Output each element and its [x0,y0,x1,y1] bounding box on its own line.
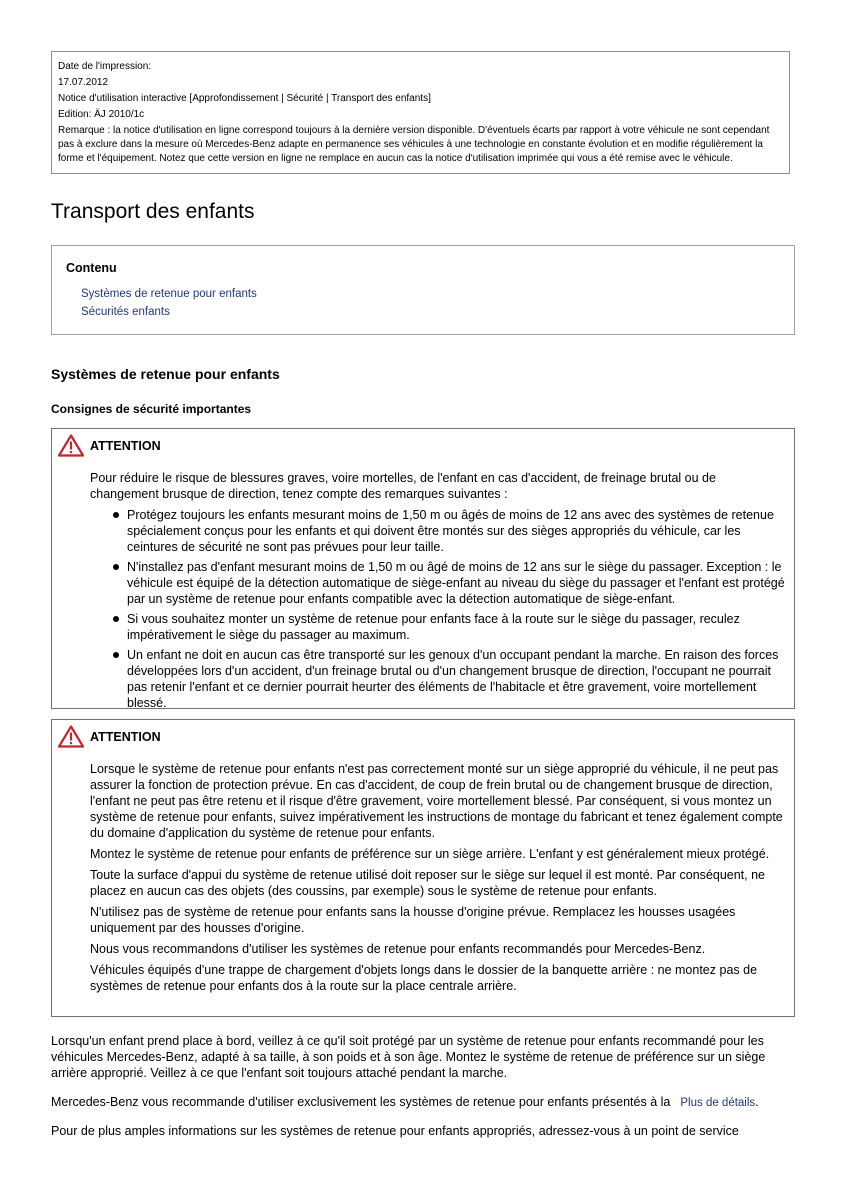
warning-heading: ATTENTION [90,730,161,744]
warning-box-1 [51,428,795,709]
warning-bullet-list [90,507,788,711]
remark: Remarque : la notice d'utilisation en ligne correspond toujours à la dernière version disponible. D'éventuels écarts par rapport à votre véhicule ne sont cependant pas à exclure dans la mesure où Mercedes-Benz adapte en permanence ses véhicules à une technologie en constante évolution et en modifie régulièrement la forme et l'équipement. Notez que cette version en ligne ne remplace en aucun cas la notice d'utilisation imprimée qui vous a été remise avec le véhicule. [58,125,770,164]
warning-paragraph: Montez le système de retenue pour enfants de préférence sur un siège arrière. L'enfant y est généralement mieux protégé. [90,847,770,861]
print-date-label: Date de l'impression: [58,61,152,72]
warning-paragraph: Nous vous recommandons d'utiliser les systèmes de retenue pour enfants recommandés pour Mercedes-Benz. [90,942,706,956]
body-paragraph: Pour de plus amples informations sur les systèmes de retenue pour enfants appropriés, adressez-vous à un point de service [51,1124,739,1138]
list-item: Protégez toujours les enfants mesurant moins de 1,50 m ou âgés de moins de 12 ans avec des systèmes de retenue spécialement conçus pour les enfants et qui doivent être montés sur des sièges appropriés du véhicule, car les ceintures de sécurité ne sont pas prévues pour leur taille. [127,507,788,555]
more-details-link[interactable]: Plus de détails [680,1097,756,1109]
toc-link-child-safety-locks[interactable]: Sécurités enfants [81,306,170,318]
warning-paragraph: Lorsque le système de retenue pour enfants n'est pas correctement monté sur un siège approprié du véhicule, il ne peut pas assurer la fonction de protection prévue. En cas d'accident, de coup de frein brutal ou de changement brusque de direction, l'enfant ne peut pas être retenu et il risque d'être gravement, voire mortellement blessé. Par conséquent, si vous montez un système de retenue pour enfants, suivez impérativement les instructions de montage du fabricant et tenez également compte du domaine d'application du système de retenue pour enfants. [90,762,783,840]
table-of-contents [51,245,795,335]
warning-paragraph: Toute la surface d'appui du système de retenue utilisé doit reposer sur le siège sur lequel il est monté. Par conséquent, ne placez en aucun cas des objets (des coussins, par exemple) sous le système de retenue pour enfants. [90,868,765,898]
warning-intro: Pour réduire le risque de blessures graves, voire mortelles, de l'enfant en cas d'accident, de freinage brutal ou de changement brusque de direction, tenez compte des remarques suivantes : [90,471,716,501]
toc-title: Contenu [66,261,117,275]
body-paragraph-recommendation [51,1094,796,1111]
toc-link-child-restraint[interactable]: Systèmes de retenue pour enfants [81,288,257,300]
page-title: Transport des enfants [51,200,255,223]
warning-triangle-icon [58,725,84,748]
list-item: Si vous souhaitez monter un système de retenue pour enfants face à la route sur le siège du passager, reculez impérativement le siège du passager au maximum. [127,611,788,643]
section-subtitle: Consignes de sécurité importantes [51,402,252,416]
warning-heading: ATTENTION [90,439,161,453]
warning-box-2 [51,719,795,1017]
body-text-end: . [755,1095,759,1109]
print-info-box [51,51,790,174]
body-text: Mercedes-Benz vous recommande d'utiliser exclusivement les systèmes de retenue pour enfants présentés à la [51,1095,671,1109]
warning-triangle-icon [58,434,84,457]
warning-paragraph: Véhicules équipés d'une trappe de chargement d'objets longs dans le dossier de la banquette arrière : ne montez pas de systèmes de retenue pour enfants dos à la route sur la place centrale arrière. [90,963,758,993]
edition: Edition: ÄJ 2010/1c [58,109,145,120]
print-date: 17.07.2012 [58,77,109,88]
list-item: Un enfant ne doit en aucun cas être transporté sur les genoux d'un occupant pendant la marche. En raison des forces développées lors d'un accident, d'un freinage brutal ou d'un changement brusque de direction, l'occupant ne pourrait pas retenir l'enfant et ce dernier pourrait heurter des éléments de l'habitacle et être gravement, voire mortellement blessé. [127,647,788,711]
list-item: N'installez pas d'enfant mesurant moins de 1,50 m ou âgé de moins de 12 ans sur le siège du passager. Exception : le véhicule est équipé de la détection automatique de siège-enfant au niveau du siège du passager et l'enfant est protégé par un système de retenue pour enfants compatible avec la détection automatique de siège-enfant. [127,559,788,607]
body-paragraph: Lorsqu'un enfant prend place à bord, veillez à ce qu'il soit protégé par un système de retenue pour enfants recommandé pour les véhicules Mercedes-Benz, adapté à sa taille, à son poids et à son âge. Montez le système de retenue de préférence sur un siège arrière approprié. Veillez à ce que l'enfant soit toujours attaché pendant la marche. [51,1034,766,1080]
warning-paragraph: N'utilisez pas de système de retenue pour enfants sans la housse d'origine prévue. Remplacez les housses usagées uniquement par des housses d'origine. [90,905,736,935]
section-title: Systèmes de retenue pour enfants [51,366,280,382]
document-path: Notice d'utilisation interactive [Approfondissement | Sécurité | Transport des enfants] [58,93,431,104]
